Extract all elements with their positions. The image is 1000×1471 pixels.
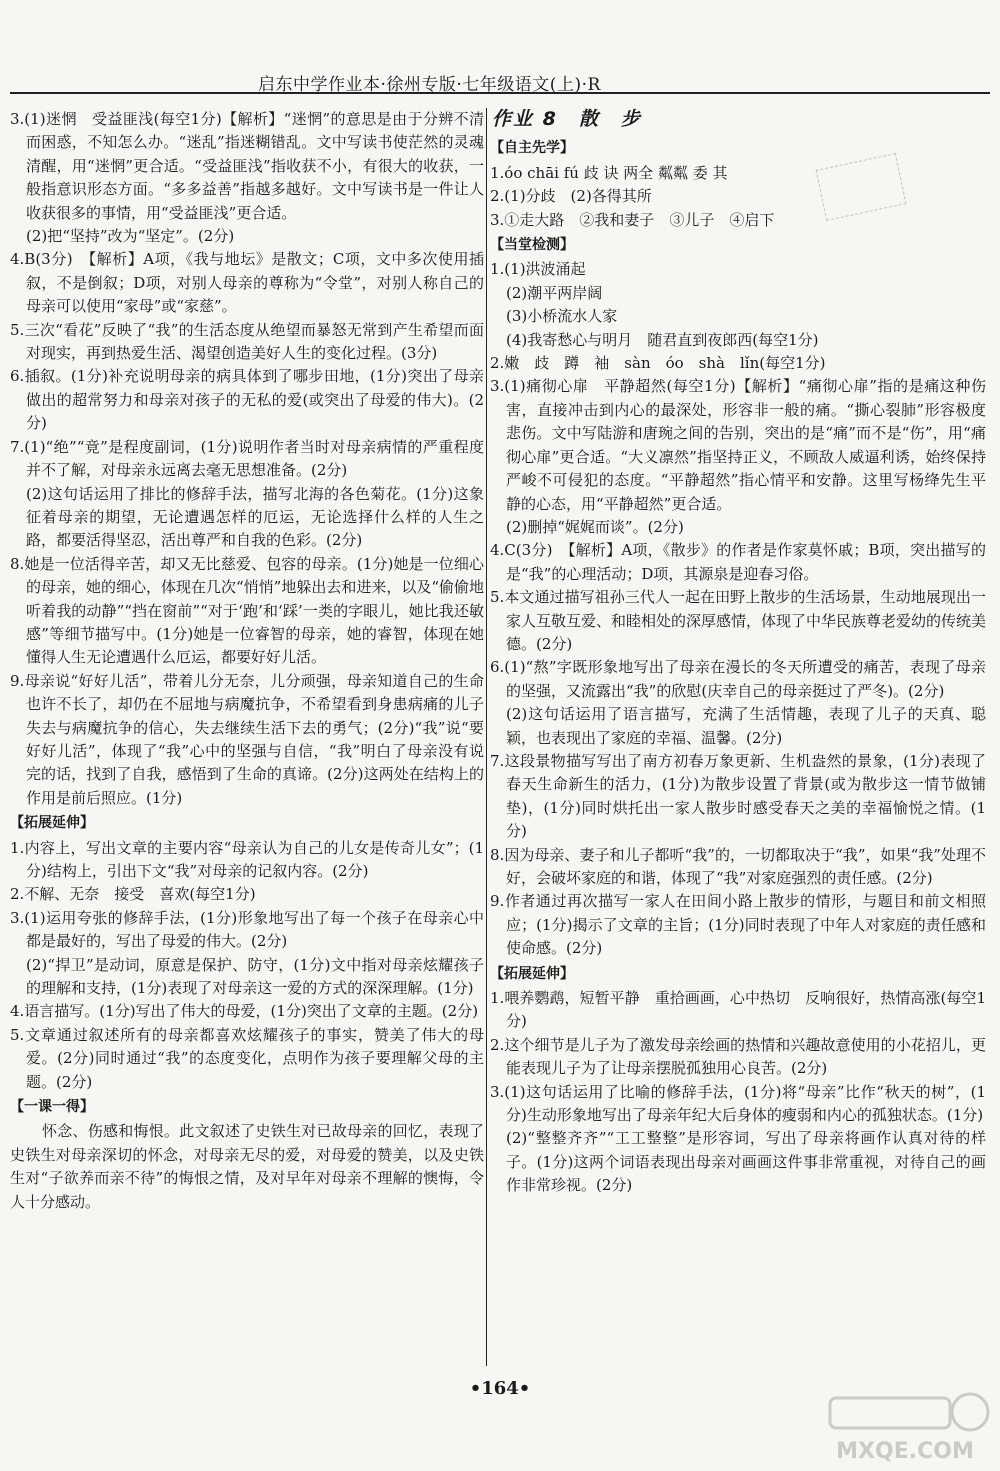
- answer-item: 6.(1)“熬”字既形象地写出了母亲在漫长的冬天所遭受的痛苦，表现了母亲的坚强，又流露出“我”的欣慰(庆幸自己的母亲挺过了严冬)。(2分): [490, 658, 986, 700]
- answer-item: (2)删掉“娓娓而谈”。(2分): [506, 517, 684, 536]
- answer-item: 8.她是一位活得辛苦，却又无比慈爱、包容的母亲。(1分)她是一位细心的母亲，她的细心，体现在几次“悄悄”地躲出去和进来，以及“偷偷地听着我的动静”“挡在窗前”“对于‘跑’和‘踩’一类的字眼儿，她比我还敏感”等细节描写中。(1分)她是一位睿智的母亲，她的睿智，体现在她懂得人生无论遭遇什么厄运，都要好好儿活。: [10, 554, 485, 667]
- answer-item: 3.(1)运用夸张的修辞手法，(1分)形象地写出了每一个孩子在母亲心中都是最好的，写出了母爱的伟大。(2分): [10, 908, 484, 951]
- answer-item: (2)潮平两岸阔: [506, 283, 603, 302]
- answer-item: 1.óo chāi fú 歧 诀 两全 粼粼 委 其: [490, 163, 728, 182]
- answer-item: 2.这个细节是儿子为了激发母亲绘画的热情和兴趣故意使用的小花招儿，更能表现儿子为了让母亲摆脱孤独用心良苦。(2分): [490, 1035, 986, 1078]
- answer-item: 3.(1)痛彻心扉 平静超然(每空1分)【解析】“痛彻心扉”指的是痛这种伤害，直接冲击到内心的最深处，形容非一般的痛。“撕心裂肺”形容极度悲伤。文中写陆游和唐琬之间的告别，突出的是“痛”而不是“伤”，用“痛彻心扉”更合适。“大义凛然”指坚持正义，不顾敌人威逼利诱，始终保持严峻不可侵犯的态度。“平静超然”指心情平和安静。这里写杨绛先生平静的心态，用“平静超然”更合适。: [490, 377, 986, 513]
- section-heading-classcheck: 【当堂检测】: [490, 237, 574, 254]
- answer-item: 5.文章通过叙述所有的母亲都喜欢炫耀孩子的事实，赞美了伟大的母爱。(2分)同时通过“我”的态度变化，点明作为孩子要理解父母的主题。(2分): [10, 1025, 484, 1091]
- answer-item: (2)这句话运用了排比的修辞手法，描写北海的各色菊花。(1分)这象征着母亲的期望，无论遭遇怎样的厄运，无论选择什么样的人生之路，都要活得坚忍，活出尊严和自我的色彩。(2分): [26, 484, 484, 550]
- left-column: [10, 108, 484, 1214]
- watermark-logo: [820, 1390, 990, 1468]
- answer-item: 3.(1)这句话运用了比喻的修辞手法，(1分)将“母亲”比作“秋天的树”，(1分)生动形象地写出了母亲年纪大后身体的瘦弱和内心的孤独状态。(1分): [490, 1082, 986, 1125]
- answer-item: (4)我寄愁心与明月 随君直到夜郎西(每空1分): [506, 330, 819, 349]
- answer-item: 8.因为母亲、妻子和儿子都听“我”的，一切都取决于“我”，如果“我”处理不好，会破坏家庭的和谐，体现了“我”对家庭强烈的责任感。(2分): [490, 845, 986, 887]
- answer-item: 5.本文通过描写祖孙三代人一起在田野上散步的生活场景，生动地展现出一家人互敬互爱、和睦相处的深厚感情，体现了中华民族尊老爱幼的传统美德。(2分): [490, 588, 987, 653]
- column-divider: [486, 108, 487, 1366]
- page-number: •164•: [469, 1378, 531, 1399]
- answer-item: 2.嫩 歧 蹲 袖 sàn óo shà lǐn(每空1分): [490, 354, 826, 373]
- answer-item: (2)这句话运用了语言描写，充满了生活情趣，表现了儿子的天真、聪颖，也表现出了家庭的幸福、温馨。(2分): [506, 705, 986, 747]
- answer-item: (2)“捍卫”是动词，原意是保护、防守，(1分)文中指对母亲炫耀孩子的理解和支持，(1分)表现了对母亲这一爱的方式的深深理解。(1分): [26, 955, 484, 998]
- header-title: 启东中学作业本·徐州专版·七年级语文(上)·R: [258, 75, 601, 95]
- answer-item: 9.作者通过再次描写一家人在田间小路上散步的情形，与题目和前文相照应；(1分)揭示了文章的主旨；(1分)同时表现了中年人对家庭的责任感和使命感。(2分): [490, 892, 986, 958]
- right-column: [490, 108, 986, 1198]
- answer-item: 6.插叙。(1分)补充说明母亲的病具体到了哪步田地，(1分)突出了母亲做出的超常努力和母亲对孩子的无私的爱(或突出了母爱的伟大)。(2分): [10, 367, 484, 433]
- answer-item: 1.内容上，写出文章的主要内容“母亲认为自己的儿女是传奇儿女”；(1分)结构上，引出下文“我”对母亲的记叙内容。(2分): [10, 838, 484, 880]
- answer-item: (2)把“坚持”改为“坚定”。(2分): [26, 227, 235, 246]
- answer-item: 1.(1)洪波涌起: [490, 260, 586, 279]
- answer-item: 3.(1)迷惘 受益匪浅(每空1分)【解析】“迷惘”的意思是由于分辨不清而困惑，不知怎么办。“迷乱”指迷糊错乱。文中写读书使茫然的灵魂清醒，用“迷惘”更合适。“受益匪浅”指收获不小，有很大的收获，一般指意识形态方面。“多多益善”指越多越好。文中写读书是一件让人收获很多的事情，用“受益匪浅”更合适。: [10, 110, 484, 222]
- page-header: [0, 0, 1000, 96]
- answer-item: 4.C(3分) 【解析】A项，《散步》的作者是作家莫怀戚；B项，突出描写的是“我”的心理活动；D项，其源泉是迎春习俗。: [490, 541, 986, 583]
- watermark-text: MXQE.COM: [836, 1439, 974, 1464]
- answer-item: 1.喂养鹦鹉，短暂平静 重拾画画，心中热切 反响很好，热情高涨(每空1分): [490, 989, 986, 1031]
- answer-item: 7.这段景物描写写出了南方初春万象更新、生机盎然的景象，(1分)表现了春天生命新生的活力，(1分)为散步设置了背景(或为散步这一情节做铺垫)，(1分)同时烘托出一家人散步时感受春天之美的幸福愉悦之情。(1分): [490, 751, 986, 841]
- takeaway-paragraph: 怀念、伤感和悔恨。此文叙述了史铁生对已故母亲的回忆，表现了史铁生对母亲深切的怀念，对母亲无尽的爱，对母爱的赞美，以及史铁生对“子欲养而亲不待”的悔恨之情，及对早年对母亲不理解的懊悔，令人十分感动。: [10, 1122, 484, 1211]
- answer-item: 2.不解、无奈 接受 喜欢(每空1分): [10, 885, 256, 904]
- answer-item: 4.B(3分) 【解析】A项，《我与地坛》是散文；C项，文中多次使用插叙，不是倒叙；D项，对别人母亲的尊称为“令堂”，对别人称自己的母亲可以使用“家母”或“家慈”。: [10, 250, 484, 316]
- answer-item: (3)小桥流水人家: [506, 307, 618, 326]
- answer-item: 9.母亲说“好好儿活”，带着儿分无奈，儿分顽强，母亲知道自己的生命也许不长了，却仍在不屈地与病魔抗争，不希望看到身患病痛的儿子失去与病魔抗争的信心，失去继续生活下去的勇气；(2分)“我”说“要好好儿活”，体现了“我”心中的坚强与自信，“我”明白了母亲没有说完的话，找到了自我，感悟到了生命的真谛。(2分)这两处在结构上的作用是前后照应。(1分): [10, 671, 484, 807]
- section-heading-extension: 【拓展延伸】: [490, 965, 574, 982]
- section-heading-extension: 【拓展延伸】: [10, 815, 94, 832]
- answer-item: 2.(1)分歧 (2)各得其所: [490, 187, 652, 206]
- answer-item: 5.三次“看花”反映了“我”的生活态度从绝望而暴怒无常到产生希望而面对现实，再到热爱生活、渴望创造美好人生的变化过程。(3分): [10, 320, 484, 363]
- unit-title: 作业 8 散 步: [492, 108, 642, 130]
- answer-item: 7.(1)“绝”“竟”是程度副词，(1分)说明作者当时对母亲病情的严重程度并不了解，对母亲永远离去毫无思想准备。(2分): [10, 437, 484, 480]
- answer-item: 4.语言描写。(1分)写出了伟大的母爱，(1分)突出了文章的主题。(2分): [10, 1002, 479, 1021]
- section-heading-takeaway: 【一课一得】: [10, 1099, 94, 1116]
- header-rule: [10, 92, 990, 94]
- watermark-logo-icon: [820, 1390, 990, 1468]
- section-heading-preview: 【自主先学】: [490, 140, 574, 157]
- answer-item: 3.①走大路 ②我和妻子 ③儿子 ④启下: [490, 210, 775, 229]
- answer-item: (2)“整整齐齐”“工工整整”是形容词，写出了母亲将画作认真对待的样子。(1分)这两个词语表现出母亲对画画这件事非常重视，对待自己的画作非常珍视。(2分): [506, 1129, 986, 1195]
